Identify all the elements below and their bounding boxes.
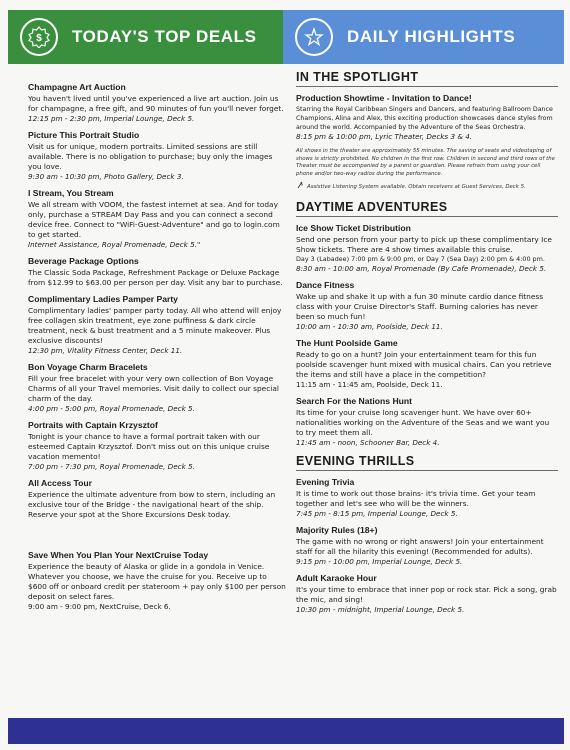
footer-bar: [8, 718, 564, 744]
deal-title: Picture This Portrait Studio: [28, 130, 140, 140]
event-time-location: 8:15 pm & 10:00 pm, Lyric Theater, Decks 3 & 4.: [296, 132, 473, 141]
deal-time-location: 4:00 pm - 5:00 pm, Royal Promenade, Deck 5.: [28, 404, 195, 413]
event-time-location: 8:30 am - 10:00 am, Royal Promenade (By Cafe Promenade), Deck 5.: [296, 264, 547, 273]
daytime-heading: DAYTIME ADVENTURES: [296, 200, 448, 214]
deal-item: [28, 82, 286, 124]
deal-description: Experience the beauty of Alaska or glide in a gondola in Venice. Whatever you choose, we have the cruise for you. Receive up to $600 off or onboard credit per stateroom + pay only $100 per person deposit on select fares.: [28, 562, 286, 601]
event-time-location: 10:00 am - 10:30 am, Poolside, Deck 11.: [296, 322, 443, 331]
deal-item: [28, 130, 286, 182]
event-description: It's your time to embrace that inner pop or rock star. Pick a song, grab the mic, and sing!: [296, 585, 557, 604]
evening-event: [296, 573, 558, 615]
deal-item: [28, 550, 286, 612]
daily-highlights-title: DAILY HIGHLIGHTS: [347, 27, 516, 46]
theater-note: All shows in the theater are approximately 55 minutes. The saving of seats and videotaping of shows is strictly prohibited. No children in the first row. Children in second and third rows of the Theater must be accompanied by a parent or guardian. Please refrain from using your cell phone and/or two-way radios during the performance.: [296, 148, 555, 177]
event-showtimes: Day 3 (Labadee) 7:00 pm & 9:00 pm, or Day 7 (Sea Day) 2:00 pm & 4:00 pm.: [296, 255, 545, 263]
deal-title: Save When You Plan Your NextCruise Today: [28, 550, 209, 560]
deal-title: Bon Voyage Charm Bracelets: [28, 362, 148, 372]
event-title: Search For the Nations Hunt: [296, 396, 413, 406]
deal-item: [28, 294, 286, 356]
deal-description: Complimentary ladies' pamper party today. All who attend will enjoy free collagen skin treatment, eye zone puffiness & dark circle treatment, neck & bust treatment and a 5 minute makeover. Plus exclusive discounts!: [28, 306, 282, 345]
deal-description: We all stream with VOOM, the fastest internet at sea. And for today only, purchase a STREAM Day Pass and you can connect a second device free. Connect to "WiFi-Guest-Adventure" and go to login.com to get started.: [28, 200, 280, 239]
spotlight-heading: IN THE SPOTLIGHT: [296, 70, 419, 84]
event-time-location: 11:15 am - 11:45 am, Poolside, Deck 11.: [296, 380, 443, 389]
top-deals-banner: [8, 10, 283, 64]
deal-time-location: 12:30 pm, Vitality Fitness Center, Deck 11.: [28, 346, 183, 355]
star-badge-icon: [295, 18, 333, 56]
event-title: Evening Trivia: [296, 477, 355, 487]
highlights-column: [296, 70, 558, 621]
daytime-event: [296, 396, 558, 448]
daytime-event: [296, 338, 558, 390]
event-time-location: 11:45 am - noon, Schooner Bar, Deck 4.: [296, 438, 440, 447]
deal-title: Beverage Package Options: [28, 256, 139, 266]
deal-title: I Stream, You Stream: [28, 188, 114, 198]
event-title: Majority Rules (18+): [296, 525, 378, 535]
top-deals-title: TODAY'S TOP DEALS: [72, 27, 257, 46]
spacer: [28, 526, 286, 550]
event-time-location: 7:45 pm - 8:15 pm, Imperial Lounge, Deck 5.: [296, 509, 458, 518]
deal-item: [28, 420, 286, 472]
deal-item: [28, 256, 286, 288]
deal-description: You haven't lived until you've experienced a live art auction. Join us for champagne, a free gift, and 90 minutes of fun you'll never forget.: [28, 94, 284, 113]
deal-time-location: Internet Assistance, Royal Promenade, Deck 5.": [28, 240, 201, 249]
event-description: The game with no wrong or right answers! Join your entertainment staff for all the hilarity this evening! (Recommended for adults).: [296, 537, 544, 556]
event-description: Ready to go on a hunt? Join your entertainment team for this fun poolside scavenger hunt mixed with musical chairs. Can you retrieve the items and still have a place in the competition?: [296, 350, 552, 379]
section-divider: [296, 216, 558, 217]
assistive-listening-text: Assistive Listening System available. Obtain receivers at Guest Services, Deck 5.: [307, 183, 526, 190]
event-title: Ice Show Ticket Distribution: [296, 223, 411, 233]
deal-description: Experience the ultimate adventure from bow to stern, including an exclusive tour of the Bridge - the navigational heart of the ship. Reserve your spot at the Shore Excursions Desk today.: [28, 490, 276, 519]
deals-column: [28, 82, 286, 618]
event-title: Production Showtime - Invitation to Dance!: [296, 93, 472, 103]
deal-time-location: 7:00 pm - 7:30 pm, Royal Promenade, Deck 5.: [28, 462, 195, 471]
deal-description: Tonight is your chance to have a formal portrait taken with our esteemed Captain Krzysztof. Don't miss out on this unique cruise vacation memento!: [28, 432, 270, 461]
deal-time-location: 9:00 am - 9:00 pm, NextCruise, Deck 6.: [28, 602, 171, 611]
deal-time-location: 12:15 pm - 2:30 pm, Imperial Lounge, Deck 5.: [28, 114, 195, 123]
event-time-location: 10:30 pm - midnight, Imperial Lounge, Deck 5.: [296, 605, 465, 614]
daytime-event: [296, 280, 558, 332]
event-description: Wake up and shake it up with a fun 30 minute cardio dance fitness class with your Cruise Director's Staff. Burning calories has never been so much fun!: [296, 292, 544, 321]
event-title: Dance Fitness: [296, 280, 355, 290]
evening-event: [296, 525, 558, 567]
deal-description: Visit us for unique, modern portraits. Limited sessions are still available. There is no obligation to purchase; buy only the images you love.: [28, 142, 273, 171]
deal-time-location: 9:30 am - 10:30 pm, Photo Gallery, Deck 3.: [28, 172, 184, 181]
deal-item: [28, 478, 286, 520]
event-time-location: 9:15 pm - 10:00 pm, Imperial Lounge, Deck 5.: [296, 557, 463, 566]
event-title: The Hunt Poolside Game: [296, 338, 398, 348]
deal-title: All Access Tour: [28, 478, 92, 488]
spotlight-event: [296, 93, 558, 142]
daily-highlights-banner: [283, 10, 564, 64]
deal-title: Portraits with Captain Krzysztof: [28, 420, 158, 430]
event-title: Adult Karaoke Hour: [296, 573, 377, 583]
evening-heading: EVENING THRILLS: [296, 454, 415, 468]
event-description: Starring the Royal Caribbean Singers and Dancers, and featuring Ballroom Dance Champions, Alina and Alex, this exciting production showcases dance styles from around the world. Accompanied by the Adventure of the Seas Orchestra.: [296, 106, 553, 131]
section-divider: [296, 86, 558, 87]
daytime-event: [296, 223, 558, 274]
dollar-badge-icon: [20, 18, 58, 56]
deal-description: The Classic Soda Package, Refreshment Package or Deluxe Package from $12.99 to $63.00 per person per day. Visit any bar to purchase.: [28, 268, 283, 287]
section-divider: [296, 470, 558, 471]
event-description: Its time for your cruise long scavenger hunt. We have over 60+ nationalities working on the Adventure of the Seas and we want you to try meet them all.: [296, 408, 550, 437]
deal-description: Fill your free bracelet with your very own collection of Bon Voyage Charms of all your Travel memories. Visit daily to collect our special charm of the day.: [28, 374, 279, 403]
deal-item: [28, 362, 286, 414]
deal-item: [28, 188, 286, 250]
evening-event: [296, 477, 558, 519]
event-description: Send one person from your party to pick up these complimentary Ice Show tickets. There are 4 show times available this cruise.: [296, 235, 552, 254]
deal-title: Champagne Art Auction: [28, 82, 126, 92]
deal-title: Complimentary Ladies Pamper Party: [28, 294, 178, 304]
assistive-listening-icon: [296, 181, 304, 192]
svg-text:$: $: [36, 33, 42, 44]
assistive-listening-notice: [296, 181, 558, 192]
event-description: It is time to work out those brains- it's trivia time. Get your team together and let's see who will be the winners.: [296, 489, 536, 508]
